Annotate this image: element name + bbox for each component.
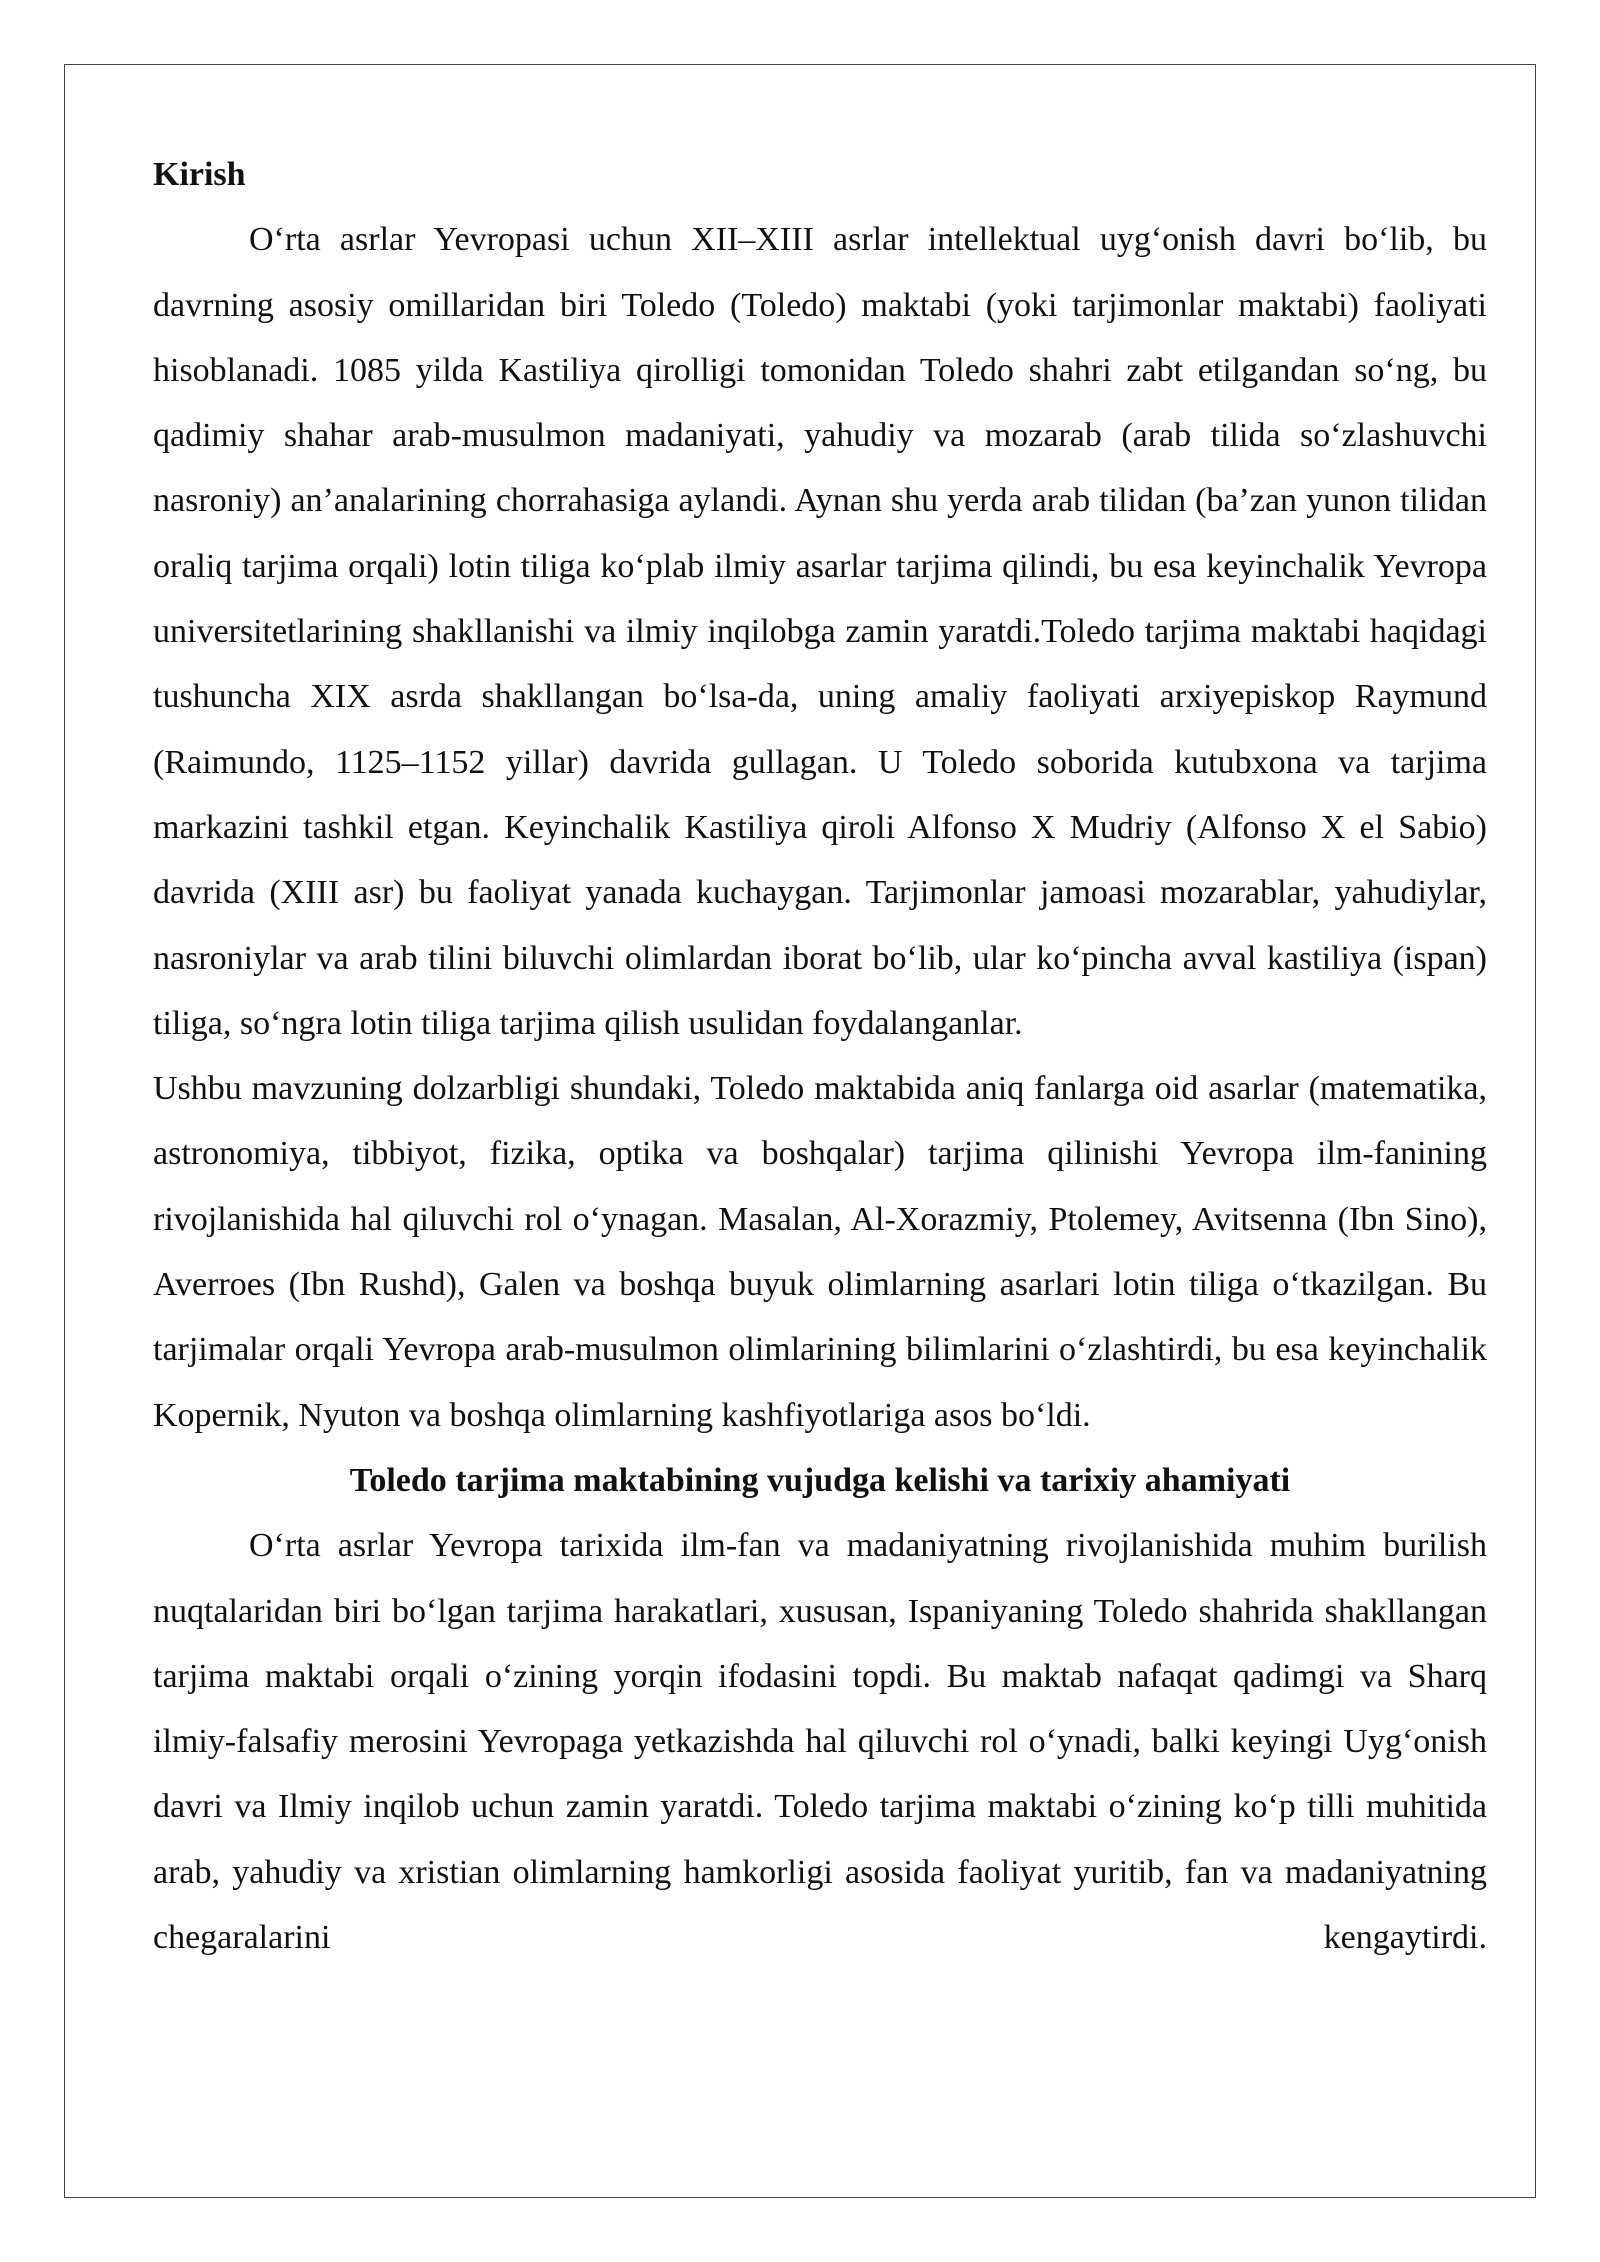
document-body <box>153 142 1487 1970</box>
section-heading: Toledo tarjima maktabining vujudga kelishi va tarixiy ahamiyati <box>349 1461 1291 1499</box>
paragraph-intro-1: O‘rta asrlar Yevropasi uchun XII–XIII asrlar intellektual uyg‘onish davri bo‘lib, bu davrning asosiy omillaridan biri Toledo (Toledo) maktabi (yoki tarjimonlar maktabi) faoliyati hisoblanadi. 1085 yilda Kastiliya qirolligi tomonidan Toledo shahri zabt etilgandan so‘ng, bu qadimiy shahar arab-musulmon madaniyati, yahudiy va mozarab (arab tilida so‘zlashuvchi nasroniy) an’analarining chorrahasiga aylandi. Aynan shu yerda arab tilidan (ba’zan yunon tilidan oraliq tarjima orqali) lotin tiliga ko‘plab ilmiy asarlar tarjima qilindi, bu esa keyinchalik Yevropa universitetlarining shakllanishi va ilmiy inqilobga zamin yaratdi.Toledo tarjima maktabi haqidagi tushuncha XIX asrda shakllangan bo‘lsa-da, uning amaliy faoliyati arxiyepiskop Raymund (Raimundo, 1125–1152 yillar) davrida gullagan. U Toledo soborida kutubxona va tarjima markazini tashkil etgan. Keyinchalik Kastiliya qiroli Alfonso X Mudriy (Alfonso X el Sabio) davrida (XIII asr) bu faoliyat yanada kuchaygan. Tarjimonlar jamoasi mozarablar, yahudiylar, nasroniylar va arab tilini biluvchi olimlardan iborat bo‘lib, ular ko‘pincha avval kastiliya (ispan) tiliga, so‘ngra lotin tiliga tarjima qilish usulidan foydalanganlar. <box>153 221 1487 1042</box>
paragraph-section-1: O‘rta asrlar Yevropa tarixida ilm-fan va madaniyatning rivojlanishida muhim burilish nuqtalaridan biri bo‘lgan tarjima harakatlari, xususan, Ispaniyaning Toledo shahrida shakllangan tarjima maktabi orqali o‘zining yorqin ifodasini topdi. Bu maktab nafaqat qadimgi va Sharq ilmiy-falsafiy merosini Yevropaga yetkazishda hal qiluvchi rol o‘ynadi, balki keyingi Uyg‘onish davri va Ilmiy inqilob uchun zamin yaratdi. Toledo tarjima maktabi o‘zining ko‘p tilli muhitida arab, yahudiy va xristian olimlarning hamkorligi asosida faoliyat yuritib, fan va madaniyatning chegaralarini kengaytirdi. <box>153 1527 1487 1957</box>
paragraph-intro-2: Ushbu mavzuning dolzarbligi shundaki, Toledo maktabida aniq fanlarga oid asarlar (matematika, astronomiya, tibbiyot, fizika, optika va boshqalar) tarjima qilinishi Yevropa ilm-fanining rivojlanishida hal qiluvchi rol o‘ynagan. Masalan, Al-Xorazmiy, Ptolemey, Avitsenna (Ibn Sino), Averroes (Ibn Rushd), Galen va boshqa buyuk olimlarning asarlari lotin tiliga o‘tkazilgan. Bu tarjimalar orqali Yevropa arab-musulmon olimlarining bilimlarini o‘zlashtirdi, bu esa keyinchalik Kopernik, Nyuton va boshqa olimlarning kashfiyotlariga asos bo‘ldi. <box>153 1070 1487 1434</box>
intro-heading: Kirish <box>153 156 246 193</box>
